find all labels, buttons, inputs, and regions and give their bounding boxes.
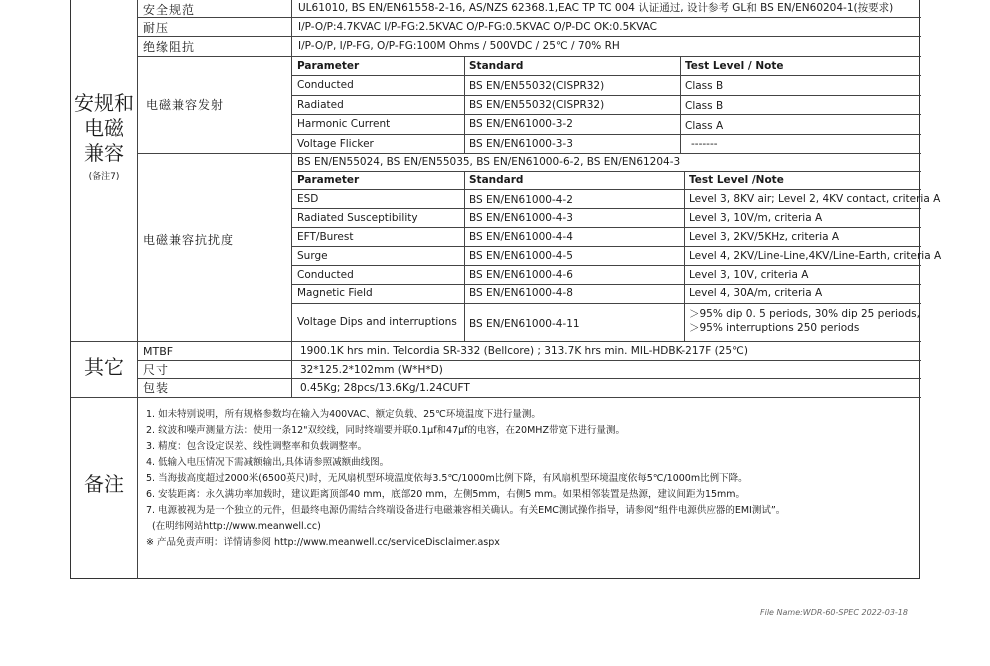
ems-cell: ＞95% dip 0. 5 periods, 30% dip 25 periods, (689, 308, 920, 320)
ems-cell: Magnetic Field (297, 287, 373, 299)
col-line (291, 56, 292, 153)
safety-standard-value: UL61010, BS EN/EN61558-2-16, AS/NZS 62368.1,EAC TP TC 004 认证通过, 设计参考 GL和 BS EN/EN60204-1(按要求) (298, 2, 894, 14)
col-line (684, 171, 685, 341)
ems-cell: BS EN/EN61000-4-2 (469, 194, 573, 206)
ems-cell: Voltage Dips and interruptions (297, 316, 457, 328)
ems-cell: ＞95% interruptions 250 periods (689, 322, 860, 334)
title-line-1: 安规和 (74, 91, 134, 115)
row-line (291, 114, 921, 115)
emi-header-standard: Standard (469, 60, 524, 72)
ems-cell: BS EN/EN61000-4-4 (469, 231, 573, 243)
row-line (137, 17, 921, 18)
ems-header-note: Test Level /Note (689, 174, 784, 186)
emi-cell: BS EN/EN61000-3-2 (469, 118, 573, 130)
ems-cell: ESD (297, 193, 319, 205)
section-column-divider (137, 0, 138, 579)
row-line (291, 265, 921, 266)
section-note: (备注7) (88, 172, 120, 182)
emi-cell: BS EN/EN55032(CISPR32) (469, 80, 605, 92)
ems-cell: Radiated Susceptibility (297, 212, 418, 224)
divider-notes (71, 397, 921, 398)
ems-cell: Conducted (297, 269, 354, 281)
packing-label: 包装 (143, 381, 170, 395)
ems-cell: BS EN/EN61000-4-8 (469, 287, 573, 299)
title-line-3: 兼容 (84, 141, 124, 165)
row-line (137, 360, 921, 361)
emi-cell: Conducted (297, 79, 354, 91)
row-line (291, 171, 921, 172)
withstand-voltage-value: I/P-O/P:4.7KVAC I/P-FG:2.5KVAC O/P-FG:0.5KVAC O/P-DC OK:0.5KVAC (298, 21, 657, 33)
ems-label: 电磁兼容抗扰度 (143, 233, 235, 247)
note-item: 5. 当海拔高度超过2000米(6500英尺)时，无风扇机型环境温度依每3.5℃/1000m比例下降，有风扇机型环境温度依每5℃/1000m比例下降。 (146, 473, 748, 484)
row-line (137, 36, 921, 37)
emi-cell: ------- (691, 138, 718, 150)
spec-sheet (70, 0, 942, 579)
row-line (291, 75, 921, 76)
row-line (137, 153, 921, 154)
ems-cell: BS EN/EN61000-4-6 (469, 269, 573, 281)
row-line (137, 56, 921, 57)
emi-cell: Class B (685, 80, 724, 92)
emi-cell: BS EN/EN55032(CISPR32) (469, 99, 605, 111)
ems-cell: EFT/Burest (297, 231, 354, 243)
divider-others (71, 341, 921, 342)
note-item: 6. 安装距离：永久满功率加载时，建议距离顶部40 mm，底部20 mm，左侧5mm，右侧5 mm。如果相邻装置是热源，建议间距为15mm。 (146, 489, 746, 500)
emi-cell: Class B (685, 100, 724, 112)
ems-cell: BS EN/EN61000-4-5 (469, 250, 573, 262)
ems-header-standard: Standard (469, 174, 524, 186)
ems-cell: BS EN/EN61000-4-3 (469, 212, 573, 224)
ems-cell: Surge (297, 250, 328, 262)
col-line (291, 341, 292, 397)
ems-cell: Level 3, 8KV air; Level 2, 4KV contact, criteria A (689, 193, 941, 205)
ems-standards: BS EN/EN55024, BS EN/EN55035, BS EN/EN61000-6-2, BS EN/EN61204-3 (297, 156, 681, 168)
row-line (291, 284, 921, 285)
note-item: 7. 电源被视为是一个独立的元件，但最终电源仍需结合终端设备进行电磁兼容相关确认。有关EMC测试操作指导，请参阅“组件电源供应器的EMI测试”。 (146, 505, 786, 516)
isolation-resistance-label: 绝缘阻抗 (143, 40, 196, 54)
ems-cell: Level 3, 10V/m, criteria A (689, 212, 823, 224)
row-line (291, 208, 921, 209)
file-name-footer: File Name:WDR-60-SPEC 2022-03-18 (760, 608, 908, 617)
dimension-value: 32*125.2*102mm (W*H*D) (300, 364, 443, 376)
others-section-title: 其它 (84, 355, 124, 379)
row-line (291, 134, 921, 135)
notes-section-title: 备注 (84, 472, 124, 496)
row-line (291, 95, 921, 96)
mtbf-label: MTBF (143, 345, 174, 358)
note-item: 4. 低输入电压情况下需减额输出,具体请参照减额曲线图。 (146, 457, 390, 468)
row-line (291, 303, 921, 304)
note-item: 2. 纹波和噪声测量方法：使用一条12"双绞线，同时终端要并联0.1μf和47μf的电容，在20MHZ带宽下进行量测。 (146, 425, 625, 436)
ems-cell: Level 4, 30A/m, criteria A (689, 287, 823, 299)
note-item: 3. 精度：包含设定误差、线性调整率和负载调整率。 (146, 441, 368, 452)
emi-cell: Voltage Flicker (297, 138, 374, 150)
ems-header-parameter: Parameter (297, 174, 360, 186)
dimension-label: 尺寸 (143, 363, 170, 377)
emi-cell: Radiated (297, 99, 344, 111)
row-line (137, 378, 921, 379)
col-line (291, 153, 292, 341)
safety-standard-label: 安全规范 (143, 3, 196, 17)
row-line (291, 227, 921, 228)
emi-header-note: Test Level / Note (685, 60, 784, 72)
mtbf-value: 1900.1K hrs min. Telcordia SR-332 (Bellcore) ; 313.7K hrs min. MIL-HDBK-217F (25℃) (300, 345, 748, 357)
emi-cell: Harmonic Current (297, 118, 391, 130)
emi-cell: BS EN/EN61000-3-3 (469, 138, 573, 150)
note-item: (在明纬网站http://www.meanwell.cc) (152, 521, 321, 532)
notes-list (146, 407, 785, 551)
col-line (464, 171, 465, 341)
col-line (291, 0, 292, 56)
disclaimer-note: ※ 产品免责声明：详情请参阅 http://www.meanwell.cc/serviceDisclaimer.aspx (146, 537, 500, 548)
ems-cell: Level 4, 2KV/Line-Line,4KV/Line-Earth, criteria A (689, 250, 942, 262)
row-line (291, 189, 921, 190)
note-item: 1. 如未特别说明，所有规格参数均在输入为400VAC、额定负载、25℃环境温度下进行量测。 (146, 409, 541, 420)
ems-cell: Level 3, 10V, criteria A (689, 269, 809, 281)
isolation-resistance-value: I/P-O/P, I/P-FG, O/P-FG:100M Ohms / 500VDC / 25℃ / 70% RH (298, 40, 620, 52)
col-line (680, 56, 681, 153)
packing-value: 0.45Kg; 28pcs/13.6Kg/1.24CUFT (300, 382, 470, 394)
ems-cell: Level 3, 2KV/5KHz, criteria A (689, 231, 840, 243)
row-line (291, 246, 921, 247)
title-line-2: 电磁 (84, 116, 124, 140)
emi-cell: Class A (685, 120, 724, 132)
emi-label: 电磁兼容发射 (146, 98, 225, 112)
ems-cell: BS EN/EN61000-4-11 (469, 318, 580, 330)
col-line (464, 56, 465, 153)
withstand-voltage-label: 耐压 (143, 21, 170, 35)
emi-header-parameter: Parameter (297, 60, 360, 72)
